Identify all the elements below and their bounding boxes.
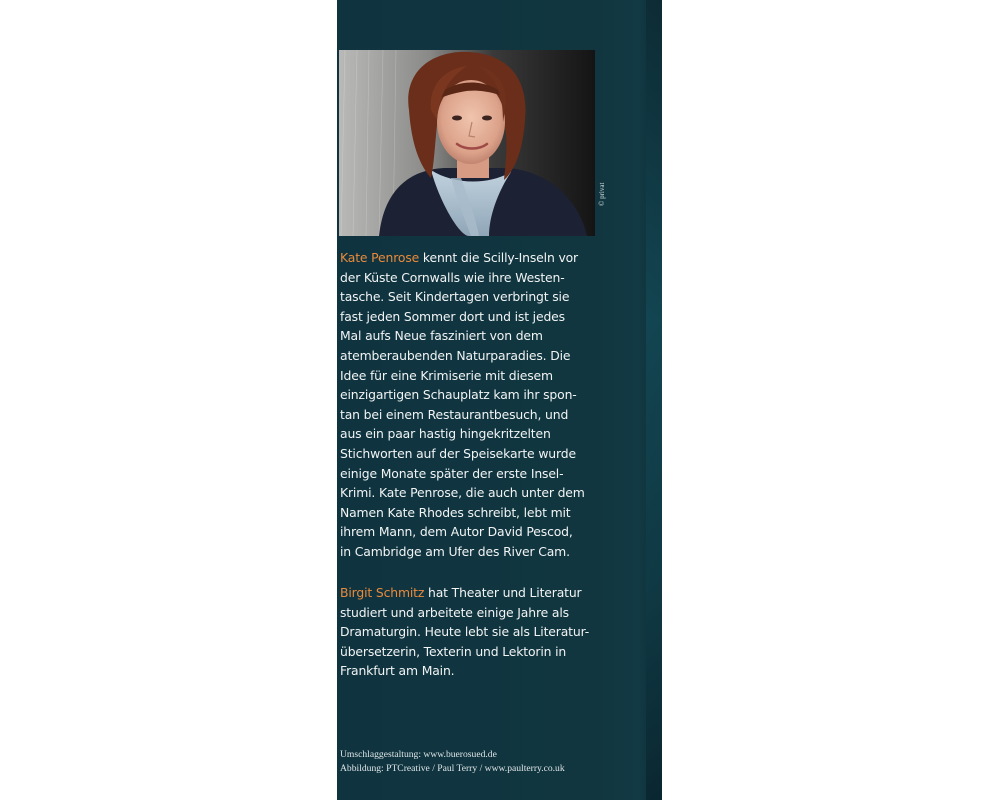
bio-line: Krimi. Kate Penrose, die auch unter dem [340,485,585,501]
bio-line: in Cambridge am Ufer des River Cam. [340,543,570,559]
translator-name: Birgit Schmitz [340,585,425,600]
bio-line: aus ein paar hastig hingekritzelten [340,426,551,442]
bio-line: Stichworten auf der Speisekarte wurde [340,445,576,461]
author-photo [339,50,595,236]
bio-line: einzigartigen Schauplatz kam ihr spon- [340,387,577,403]
bio-line: ihrem Mann, dem Autor David Pescod, [340,524,573,540]
flap-fold-edge [646,0,662,800]
author-bio [340,248,615,562]
bio-line: Mal aufs Neue fasziniert von dem [340,328,543,344]
bio-line: der Küste Cornwalls wie ihre Westen- [340,269,565,285]
bio-line: Frankfurt am Main. [340,663,455,679]
bio-line: Idee für eine Krimiserie mit diesem [340,367,553,383]
bio-line: Dramaturgin. Heute lebt sie als Literatur- [340,624,590,640]
production-credits [340,748,565,776]
bio-line: tan bei einem Restaurantbesuch, und [340,406,569,422]
bio-line: atemberaubenden Naturparadies. Die [340,347,571,363]
author-name: Kate Penrose [340,250,420,265]
photo-credit: © privat [598,182,606,206]
translator-bio [340,583,615,681]
bio-line: tasche. Seit Kindertagen verbringt sie [340,289,570,305]
bio-line: einige Monate später der erste Insel- [340,465,564,481]
bio-line: Kate Penrose kennt die Scilly-Inseln vor [340,250,578,265]
illustration-credit: Abbildung: PTCreative / Paul Terry / www.paulterry.co.uk [340,763,565,774]
bio-line: fast jeden Sommer dort und ist jedes [340,308,565,324]
book-flap [337,0,662,800]
bio-line: übersetzerin, Texterin und Lektorin in [340,643,567,659]
bio-line: studiert und arbeitete einige Jahre als [340,604,569,620]
bio-line: Namen Kate Rhodes schreibt, lebt mit [340,504,571,520]
bio-line: Birgit Schmitz hat Theater und Literatur [340,585,582,600]
cover-design-credit: Umschlaggestaltung: www.buerosued.de [340,749,497,760]
